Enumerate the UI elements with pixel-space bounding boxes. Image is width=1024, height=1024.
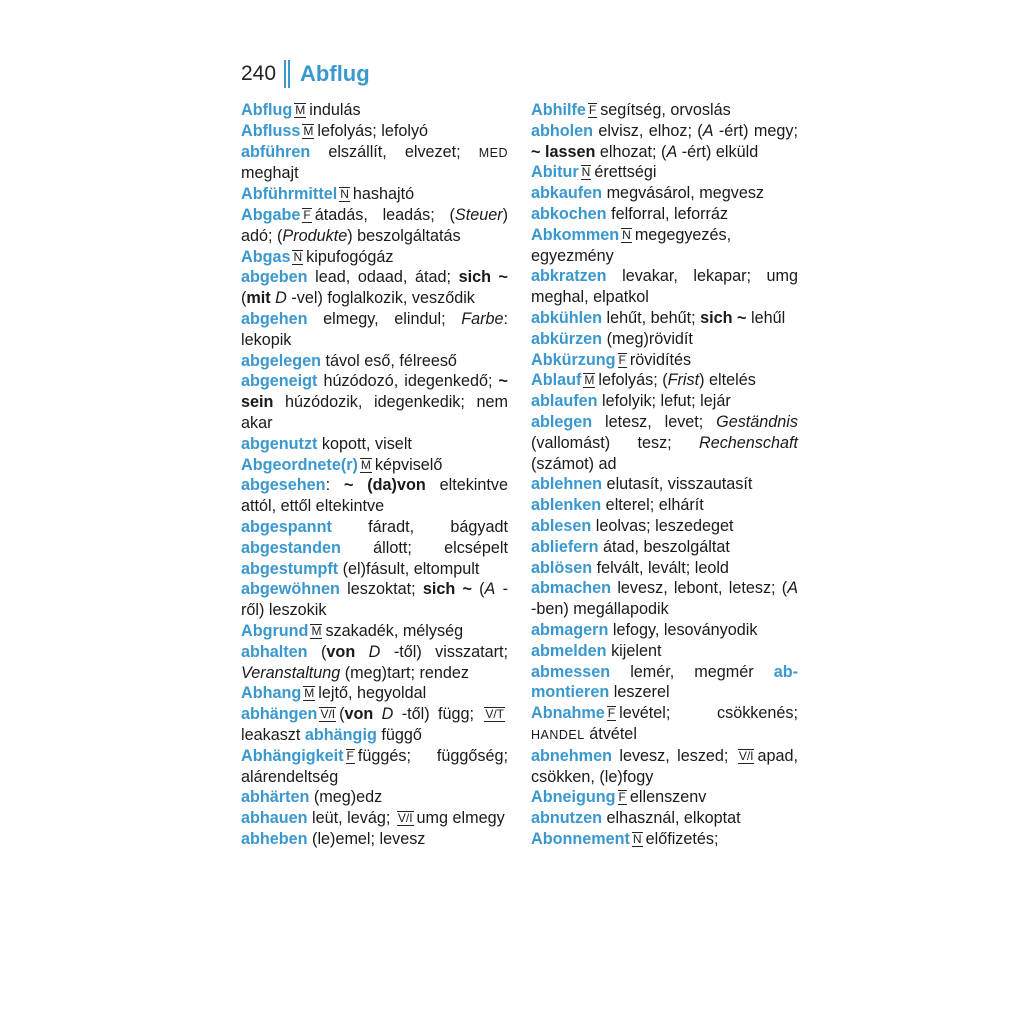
dictionary-entry — [531, 474, 798, 495]
headword: abliefern — [531, 537, 599, 556]
bold-phrase: mit — [246, 289, 271, 308]
definition-text: : lekopik — [241, 309, 508, 349]
italic-note: Rechenschaft — [699, 433, 798, 452]
headword: Abitur — [531, 163, 579, 182]
headword: abmachen — [531, 579, 612, 598]
grammar-label: F — [303, 207, 311, 222]
grammar-label: M — [360, 457, 371, 472]
definition-text: leszoktat; — [339, 580, 423, 599]
dictionary-entry — [531, 370, 798, 391]
dictionary-entry — [531, 703, 798, 746]
definition-text: elvisz, elhoz; ( — [593, 121, 703, 140]
headword: abhauen — [241, 809, 308, 828]
dictionary-entry — [531, 578, 798, 620]
left-column — [241, 100, 508, 850]
italic-note: Geständnis — [716, 412, 798, 431]
grammar-label: F — [588, 103, 597, 117]
headword: ablehnen — [531, 475, 603, 494]
definition-text: elhasznál, elkoptat — [602, 809, 741, 828]
dictionary-entry — [531, 204, 798, 225]
definition-text: távol eső, félreeső — [321, 351, 457, 370]
grammar-label: N — [340, 187, 349, 202]
grammar-label: M — [295, 103, 306, 117]
definition-text: ) beszolgáltatás — [347, 226, 461, 245]
definition-text: -ért) megy; — [713, 121, 798, 140]
header-separator — [284, 60, 290, 88]
headword: Abgas — [241, 247, 291, 266]
definition-text: lefolyás; lefolyó — [317, 121, 429, 140]
dictionary-entry — [241, 142, 508, 185]
bold-phrase: sich ~ — [422, 580, 472, 599]
dictionary-entry — [241, 434, 508, 455]
definition-text: (meg)edz — [309, 788, 383, 807]
grammar-label: V/T — [485, 707, 505, 722]
grammar-label: N — [293, 249, 303, 264]
headword: ablegen — [531, 412, 593, 431]
italic-note: A — [484, 580, 496, 599]
headword: Abneigung — [531, 788, 616, 807]
headword: Abgeordnete(r) — [241, 455, 358, 474]
definition-text: meghajt — [241, 164, 299, 183]
grammar-label: N — [632, 831, 642, 846]
definition-text — [355, 643, 368, 661]
headword: abgestumpft — [241, 559, 339, 578]
definition-text: szakadék, mélység — [325, 621, 464, 640]
dictionary-entry — [241, 704, 508, 746]
definition-text: átad, beszolgáltat — [598, 537, 730, 556]
definition-text: állott; elcsépelt — [340, 538, 508, 557]
page-header — [241, 58, 370, 90]
definition-text: fáradt, bágyadt — [331, 517, 508, 536]
dictionary-entry — [531, 537, 798, 558]
headword: abkratzen — [531, 267, 607, 286]
bold-phrase: ~ lassen — [531, 142, 596, 161]
definition-text: levesz, leszed; — [611, 746, 736, 765]
headword: abkochen — [531, 204, 607, 223]
grammar-label: N — [622, 227, 631, 242]
definition-text: húzódozó, idegenkedő; — [317, 372, 499, 391]
headword: abmessen — [531, 662, 611, 681]
headword: abgewöhnen — [241, 580, 340, 599]
bold-phrase: von — [344, 705, 374, 724]
definition-text: letesz, levet; — [592, 412, 717, 431]
definition-text: lead, odaad, átad; — [307, 268, 459, 287]
italic-note: A — [666, 142, 678, 161]
italic-note: D — [368, 642, 381, 661]
definition-text: megvásárol, megvesz — [602, 184, 765, 203]
definition-text: kipufogógáz — [306, 247, 394, 266]
definition-text: felforral, leforráz — [606, 204, 729, 223]
definition-text: lefolyás; ( — [598, 371, 668, 390]
definition-text: elmegy, elindul; — [307, 309, 462, 328]
definition-text: leakaszt — [241, 725, 305, 744]
dictionary-entry — [241, 351, 508, 372]
dictionary-entry — [241, 683, 508, 704]
dictionary-entry — [531, 100, 798, 121]
italic-note: Veranstaltung — [241, 663, 341, 682]
definition-text: segítség, orvoslás — [600, 101, 731, 119]
definition-text: levétel; csökkenés; — [619, 704, 798, 723]
dictionary-entry — [241, 455, 508, 476]
definition-text: -ről) leszokik — [241, 580, 508, 620]
dictionary-entry — [241, 247, 508, 268]
headword: Abnahme — [531, 704, 605, 723]
dictionary-entry — [241, 517, 508, 579]
headword: abmagern — [531, 620, 609, 639]
dictionary-entry — [531, 641, 798, 662]
grammar-label: F — [618, 352, 626, 367]
headword: Abflug — [241, 101, 293, 119]
headword: Abgabe — [241, 205, 301, 224]
headword: abgenutzt — [241, 434, 318, 453]
grammar-label: M — [311, 623, 322, 638]
definition-text: elhozat; ( — [595, 142, 667, 161]
dictionary-entry — [531, 183, 798, 204]
definition-text: átvétel — [584, 724, 637, 743]
dictionary-entry — [531, 162, 798, 183]
definition-text: hashajtó — [352, 185, 415, 204]
headword: abgehen — [241, 309, 308, 328]
definition-text: umg elmegy — [416, 809, 505, 828]
dictionary-entry — [531, 620, 798, 641]
definition-text: ellenszenv — [629, 788, 707, 807]
headword: abgeben — [241, 268, 308, 287]
headword: ablesen — [531, 516, 592, 535]
definition-text: ( — [471, 580, 485, 599]
dictionary-entry — [531, 266, 798, 308]
definition-text: ( — [339, 705, 345, 724]
dictionary-entry — [241, 808, 508, 829]
dictionary-entry — [241, 100, 508, 121]
definition-text: apad, csökken, (le)fogy — [531, 746, 798, 786]
dictionary-entry — [531, 808, 798, 829]
dictionary-entry — [531, 391, 798, 412]
grammar-label: M — [303, 123, 314, 138]
dictionary-entry — [531, 516, 798, 537]
definition-text: (meg)rövidít — [602, 329, 693, 348]
dictionary-entry — [241, 642, 508, 684]
definition-text: függő — [376, 725, 422, 744]
grammar-label: V/I — [320, 707, 336, 722]
headword: abholen — [531, 121, 594, 140]
definition-text: rövidítés — [629, 350, 692, 369]
domain-label: MED — [478, 145, 508, 160]
definition-text: kijelent — [606, 641, 662, 660]
domain-label: HANDEL — [531, 727, 585, 742]
bold-phrase: sich ~ — [458, 268, 509, 287]
dictionary-entry — [241, 121, 508, 142]
dictionary-entry — [531, 662, 798, 704]
definition-text: előfizetés; — [645, 829, 719, 848]
headword: abhalten — [241, 642, 308, 661]
grammar-label: F — [618, 790, 626, 805]
headword: abhärten — [241, 788, 310, 807]
definition-text: lefogy, lesoványodik — [608, 620, 758, 639]
dictionary-entry — [241, 309, 508, 351]
definition-text: képviselő — [374, 455, 443, 474]
italic-note: D — [275, 289, 287, 308]
bold-phrase: sich ~ — [700, 308, 747, 327]
definition-text: eltekintve attól, ettől eltekintve — [241, 476, 508, 516]
dictionary-entry — [241, 621, 508, 642]
headword: Abgrund — [241, 621, 309, 640]
definition-text: érettségi — [594, 163, 657, 182]
definition-text: megegyezés, egyezmény — [531, 225, 732, 265]
headword: Abonnement — [531, 829, 630, 848]
headword: abgeneigt — [241, 372, 318, 391]
dictionary-entry — [531, 308, 798, 329]
definition-text: (vallomást) tesz; — [531, 433, 700, 452]
dictionary-entry — [241, 579, 508, 621]
definition-text: lejtő, hegyoldal — [318, 684, 427, 703]
headword: abheben — [241, 829, 308, 848]
definition-text — [373, 705, 381, 723]
headword: abgespannt — [241, 517, 332, 536]
italic-note: Produkte — [282, 226, 348, 245]
definition-text: elterel; elhárít — [601, 496, 704, 515]
headword: ablenken — [531, 496, 602, 515]
definition-text: -től) visszatart; — [380, 642, 509, 661]
headword: Abhang — [241, 684, 302, 703]
headword: abführen — [241, 142, 311, 161]
definition-text: levesz, lebont, letesz; ( — [611, 579, 788, 598]
headword: Abhilfe — [531, 101, 586, 119]
headword: Abfluss — [241, 121, 301, 140]
dictionary-entry — [531, 558, 798, 579]
dictionary-entry — [241, 205, 508, 247]
definition-text: -ben) megállapodik — [531, 600, 669, 619]
headword: abhängen — [241, 705, 318, 724]
definition-text: húzódozik, idegenkedik; nem akar — [241, 393, 508, 432]
definition-text: átadás, leadás; ( — [314, 205, 455, 224]
definition-text: elszállít, elvezet; — [310, 142, 479, 161]
italic-note: Farbe — [461, 309, 504, 328]
headword: ablösen — [531, 558, 593, 577]
bold-phrase: ~ (da)von — [343, 476, 426, 495]
grammar-label: N — [581, 165, 591, 180]
headword: abnutzen — [531, 809, 603, 828]
dictionary-entry — [241, 371, 508, 433]
definition-text: ) eltelés — [699, 371, 756, 390]
dictionary-entry — [531, 329, 798, 350]
headword: abkürzen — [531, 329, 603, 348]
dictionary-entry — [531, 412, 798, 474]
headword: abkühlen — [531, 308, 603, 327]
definition-text: -vel) foglalkozik, vesződik — [286, 289, 475, 308]
dictionary-entry — [531, 225, 798, 267]
italic-note: Steuer — [454, 205, 503, 224]
definition-text: leüt, levág; — [307, 809, 395, 828]
definition-text: levakar, lekapar; umg meghal, elpatkol — [531, 267, 798, 307]
definition-text: függés; függőség; alárendeltség — [241, 746, 508, 786]
dictionary-entry — [241, 829, 508, 850]
headword: abmontieren — [531, 662, 798, 702]
definition-text: : — [325, 476, 344, 495]
bold-phrase: ~ sein — [241, 372, 508, 412]
headword: abgestanden — [241, 538, 341, 557]
headword: Ablauf — [531, 371, 582, 390]
dictionary-entry — [241, 475, 508, 517]
italic-note: D — [381, 705, 394, 724]
grammar-label: M — [304, 686, 315, 701]
headword: abkaufen — [531, 184, 603, 203]
definition-text: lefolyik; lefut; lejár — [597, 392, 731, 411]
dictionary-entry — [531, 121, 798, 163]
definition-text: elutasít, visszautasít — [602, 475, 753, 494]
definition-text: ( — [241, 289, 247, 308]
dictionary-entry — [241, 184, 508, 205]
headword: Abhängigkeit — [241, 746, 344, 765]
grammar-label: M — [584, 373, 595, 388]
dictionary-entry — [531, 495, 798, 516]
bold-phrase: von — [326, 642, 356, 661]
definition-text: felvált, levált; leold — [592, 558, 729, 577]
dictionary-entry — [531, 787, 798, 808]
headword: abgesehen — [241, 476, 326, 495]
grammar-label: F — [346, 748, 354, 763]
page-number: 240 — [241, 62, 277, 85]
italic-note: Frist — [667, 371, 700, 390]
dictionary-entry — [531, 746, 798, 788]
definition-text: leszerel — [609, 683, 670, 702]
grammar-label: F — [607, 706, 616, 721]
definition-text: lehűl — [746, 308, 786, 327]
headword: Abkürzung — [531, 350, 616, 369]
dictionary-entry — [531, 829, 798, 850]
headword: abmelden — [531, 641, 607, 660]
dictionary-entry — [241, 746, 508, 788]
definition-text: (meg)tart; rendez — [340, 663, 469, 682]
definition-text: lehűt, behűt; — [602, 308, 701, 327]
running-head: Abflug — [300, 61, 370, 86]
headword: Abkommen — [531, 225, 620, 244]
dictionary-entry — [241, 787, 508, 808]
dictionary-entry — [531, 350, 798, 371]
dictionary-entry — [241, 267, 508, 309]
grammar-label: V/I — [397, 811, 413, 826]
definition-text: lemér, megmér — [610, 662, 774, 681]
grammar-label: V/I — [738, 748, 754, 763]
definition-text: (számot) ad — [531, 454, 617, 473]
definition-text: -ért) elküld — [677, 142, 759, 161]
definition-text: kopott, viselt — [317, 434, 412, 453]
right-column — [531, 100, 798, 850]
definition-text: -től) függ; — [393, 705, 483, 724]
definition-text: ) adó; ( — [241, 205, 508, 245]
definition-text: indulás — [309, 101, 361, 119]
definition-text: leolvas; leszedeget — [591, 516, 734, 535]
italic-note: A — [787, 579, 798, 598]
definition-text: ( — [307, 642, 327, 661]
headword: abgelegen — [241, 351, 322, 370]
headword: Abführmittel — [241, 185, 338, 204]
headword: abhängig — [304, 725, 377, 744]
headword: abnehmen — [531, 746, 612, 765]
headword: ablaufen — [531, 392, 598, 411]
definition-text: (le)emel; levesz — [307, 829, 426, 848]
italic-note: A — [702, 121, 714, 140]
definition-text: (el)fásult, eltompult — [338, 559, 480, 578]
